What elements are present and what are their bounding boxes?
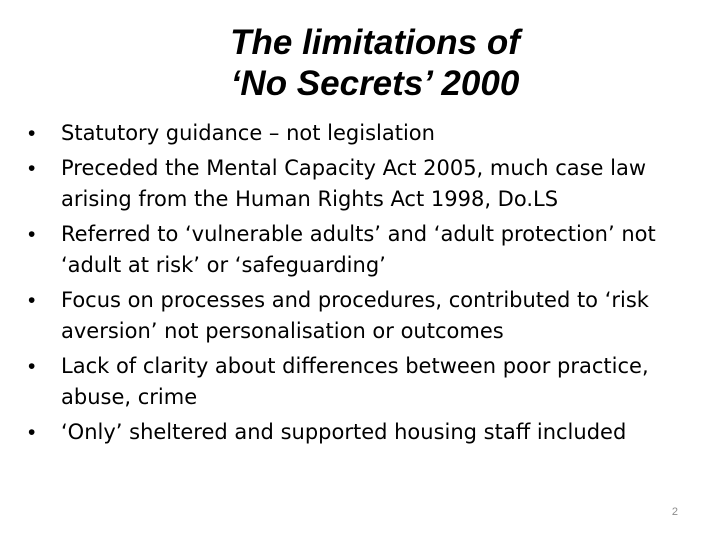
bullet-item xyxy=(28,219,704,282)
bullet-marker: • xyxy=(28,156,36,180)
bullet-item xyxy=(28,153,704,216)
slide-title-line-2: ‘No Secrets’ 2000 xyxy=(230,64,520,103)
bullet-text: ‘Only’ sheltered and supported housing staff included xyxy=(61,419,627,444)
bullet-marker: • xyxy=(28,420,36,444)
bullet-item xyxy=(28,118,704,150)
bullet-marker: • xyxy=(28,354,36,378)
bullet-text: Focus on processes and procedures, contributed to ‘risk aversion’ not personalisation or outcomes xyxy=(61,287,649,343)
slide-title-line-1: The limitations of xyxy=(230,23,520,62)
bullet-marker: • xyxy=(28,222,36,246)
bullet-list xyxy=(28,118,704,451)
bullet-marker: • xyxy=(28,122,36,145)
bullet-text: Preceded the Mental Capacity Act 2005, much case law arising from the Human Rights Act 1998, Do.LS xyxy=(61,155,647,211)
bullet-text: Lack of clarity about differences between poor practice, abuse, crime xyxy=(61,353,649,409)
bullet-text: Referred to ‘vulnerable adults’ and ‘adult protection’ not ‘adult at risk’ or ‘safeguarding’ xyxy=(61,221,656,277)
bullet-item xyxy=(28,351,704,414)
bullet-text: Statutory guidance – not legislation xyxy=(61,121,435,145)
bullet-marker: • xyxy=(28,288,36,312)
bullet-item xyxy=(28,285,704,348)
page-number: 2 xyxy=(671,506,678,518)
slide-title xyxy=(160,22,590,104)
bullet-item xyxy=(28,417,704,449)
